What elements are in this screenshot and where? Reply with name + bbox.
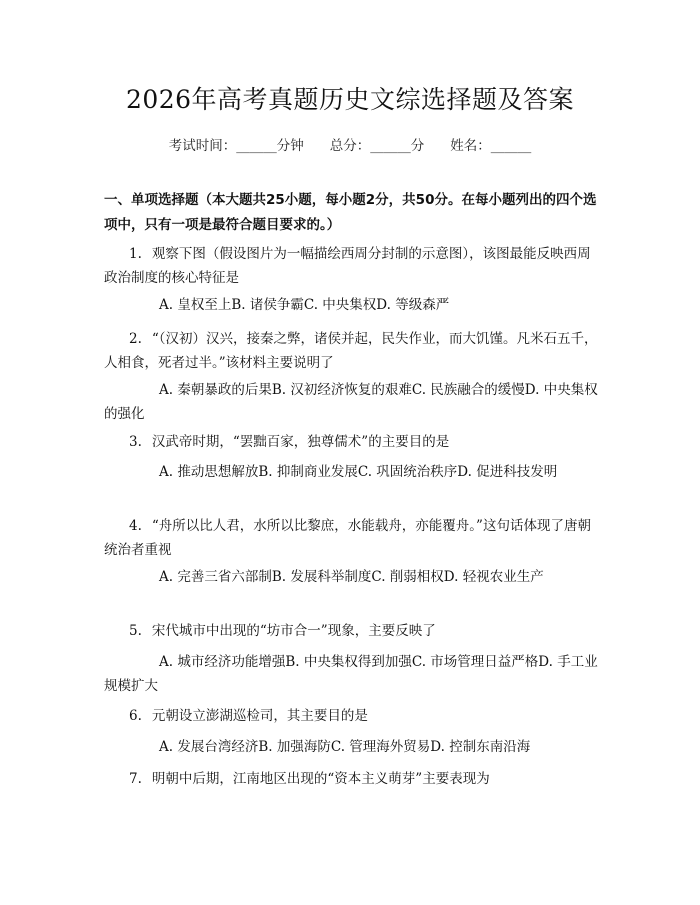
question-options <box>104 565 600 589</box>
page-title: 2026年高考真题历史文综选择题及答案 <box>125 85 575 114</box>
option-a: A. 完善三省六部制 <box>159 569 272 585</box>
option-d: D. 促进科技发明 <box>457 464 558 480</box>
question-options <box>104 650 600 698</box>
option-b: B. 中央集权得到加强 <box>285 654 412 670</box>
section-heading: 一、单项选择题（本大题共25小题，每小题2分，共50分。在每小题列出的四个选项中，只有一项是最符合题目要求的。） <box>104 192 597 233</box>
question-stem <box>104 242 600 290</box>
name-field: 姓名：______ <box>450 138 532 154</box>
question-stem <box>104 704 600 728</box>
question-options <box>104 460 600 484</box>
question-text: 元朝设立澎湖巡检司，其主要目的是 <box>151 708 368 724</box>
question-stem <box>104 767 600 791</box>
question-text: “（汉初）汉兴，接秦之弊，诸侯并起，民失作业，而大饥馑。凡米石五千，人相食，死者过半。”该材料主要说明了 <box>104 331 598 371</box>
question-options <box>104 378 600 426</box>
question-stem <box>104 327 600 375</box>
option-b: B. 加强海防 <box>258 739 331 755</box>
option-c: C. 巩固统治秩序 <box>357 464 458 480</box>
question-text: 观察下图（假设图片为一幅描绘西周分封制的示意图），该图最能反映西周政治制度的核心特征是 <box>104 246 591 286</box>
question-stem <box>104 514 600 562</box>
option-b: B. 诸侯争霸 <box>231 297 304 313</box>
question-number: 4. <box>129 518 142 534</box>
option-a: A. 秦朝暴政的后果 <box>159 382 272 398</box>
option-d: D. 等级森严 <box>376 297 450 313</box>
option-c: C. 管理海外贸易 <box>330 739 431 755</box>
question-number: 3. <box>129 434 142 450</box>
question-text: “舟所以比人君，水所以比黎庶，水能载舟，亦能覆舟。”这句话体现了唐朝统治者重视 <box>104 518 591 558</box>
question-text: 汉武帝时期，“罢黜百家，独尊儒术”的主要目的是 <box>151 434 450 450</box>
option-a: A. 发展台湾经济 <box>159 739 259 755</box>
option-c: C. 削弱相权 <box>371 569 444 585</box>
question-options <box>104 293 600 317</box>
total-score-field: 总分：______分 <box>329 138 425 154</box>
option-a: A. 皇权至上 <box>159 297 232 313</box>
question-number: 6. <box>129 708 142 724</box>
option-c: C. 民族融合的缓慢 <box>411 382 525 398</box>
option-c: C. 市场管理日益严格 <box>411 654 539 670</box>
question-text: 明朝中后期，江南地区出现的“资本主义萌芽”主要表现为 <box>151 771 490 787</box>
question-stem <box>104 619 600 643</box>
option-b: B. 发展科举制度 <box>271 569 372 585</box>
option-d: D. 手工业规模扩大 <box>104 654 598 694</box>
option-d: D. 轻视农业生产 <box>443 569 544 585</box>
option-d: D. 控制东南沿海 <box>430 739 531 755</box>
question-number: 7. <box>129 771 142 787</box>
question-number: 2. <box>129 331 142 347</box>
option-b: B. 汉初经济恢复的艰难 <box>271 382 412 398</box>
exam-time-field: 考试时间：______分钟 <box>168 138 304 154</box>
option-c: C. 中央集权 <box>303 297 377 313</box>
question-number: 5. <box>129 623 142 639</box>
question-number: 1. <box>129 246 142 262</box>
option-d: D. 中央集权的强化 <box>104 382 598 422</box>
option-b: B. 抑制商业发展 <box>258 464 358 480</box>
option-a: A. 城市经济功能增强 <box>159 654 286 670</box>
option-a: A. 推动思想解放 <box>159 464 259 480</box>
question-text: 宋代城市中出现的“坊市合一”现象，主要反映了 <box>151 623 436 639</box>
exam-meta <box>0 134 700 154</box>
question-options <box>104 735 600 759</box>
question-stem <box>104 430 600 454</box>
